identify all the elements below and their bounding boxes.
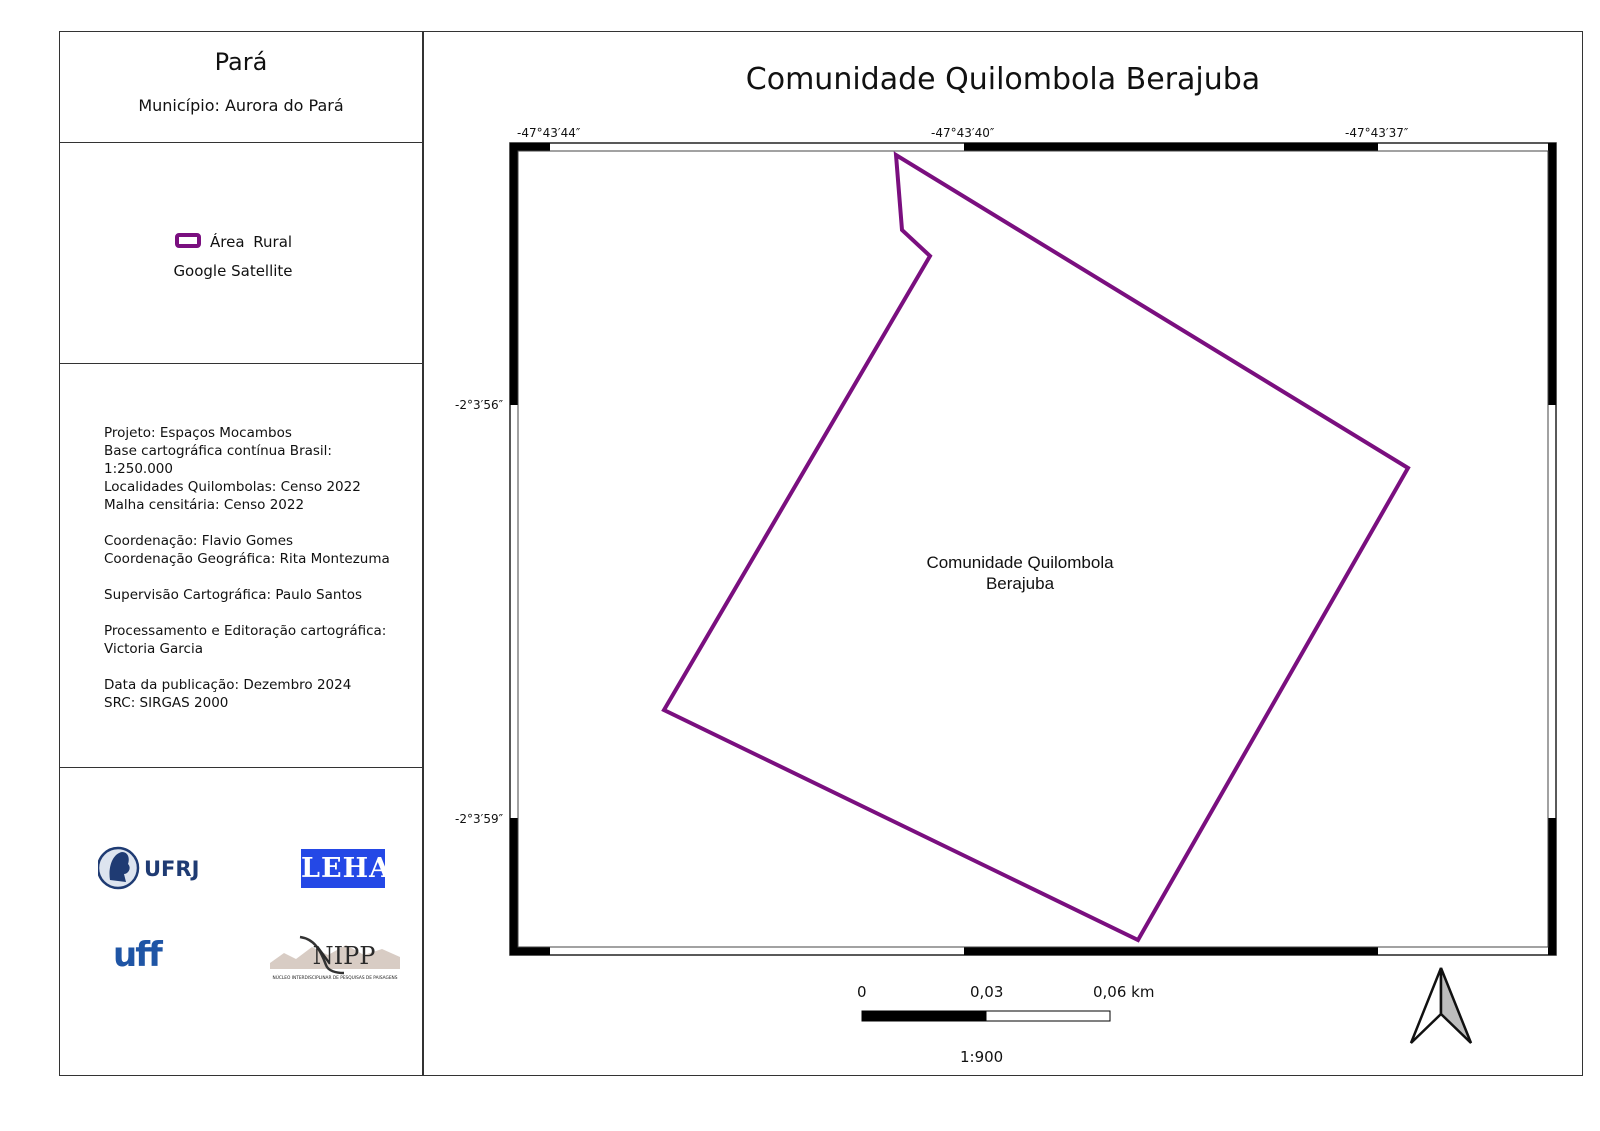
map-neatline bbox=[510, 143, 1556, 955]
credit-line: Coordenação: Flavio Gomes bbox=[104, 533, 294, 549]
frame-bar-top-2 bbox=[964, 143, 1378, 151]
credit-line: Projeto: Espaços Mocambos bbox=[104, 425, 292, 441]
feature-label-line: Berajuba bbox=[985, 574, 1055, 593]
credit-line: Coordenação Geográfica: Rita Montezuma bbox=[104, 551, 390, 567]
credit-line: Supervisão Cartográfica: Paulo Santos bbox=[104, 587, 363, 603]
state-name: Pará bbox=[214, 48, 268, 76]
lat-tick-label: -2°3′56″ bbox=[455, 398, 504, 412]
scale-label-end: 0,06 km bbox=[1093, 983, 1155, 1001]
feature-label bbox=[910, 552, 1130, 594]
scale-label-zero: 0 bbox=[857, 983, 867, 1001]
legend-label-area-rural: Área Rural bbox=[210, 233, 293, 251]
ufrj-logo-text: UFRJ bbox=[144, 857, 200, 881]
nipp-logo-subtitle: NÚCLEO INTERDISCIPLINAR DE PESQUISAS DE PAISAGENS bbox=[272, 976, 398, 981]
lon-tick-label: -47°43′37″ bbox=[1345, 126, 1409, 140]
lat-tick-label: -2°3′59″ bbox=[455, 812, 504, 826]
frame-bar-left-2 bbox=[510, 818, 518, 955]
credit-line: Data da publicação: Dezembro 2024 bbox=[104, 677, 352, 693]
frame-bar-left-1 bbox=[510, 143, 518, 405]
scale-ratio: 1:900 bbox=[960, 1048, 1004, 1066]
credit-line: Malha censitária: Censo 2022 bbox=[104, 497, 305, 513]
municipality-name: Município: Aurora do Pará bbox=[138, 96, 344, 115]
nipp-logo-text: NIPP bbox=[312, 942, 376, 970]
frame-bar-right-2 bbox=[1548, 818, 1556, 955]
scale-label-mid: 0,03 bbox=[970, 983, 1004, 1001]
credit-line: Processamento e Editoração cartográfica: bbox=[104, 623, 387, 639]
uff-logo: uff bbox=[113, 935, 161, 975]
scale-bar-segment-1 bbox=[862, 1011, 986, 1021]
credit-line: SRC: SIRGAS 2000 bbox=[104, 695, 229, 711]
lon-tick-label: -47°43′40″ bbox=[931, 126, 995, 140]
map-title: Comunidade Quilombola Berajuba bbox=[745, 62, 1261, 97]
lon-tick-label: -47°43′44″ bbox=[517, 126, 581, 140]
scale-bar-segment-2 bbox=[986, 1011, 1110, 1021]
credit-line: Base cartográfica contínua Brasil: bbox=[104, 443, 332, 459]
north-arrow-icon bbox=[1411, 968, 1471, 1043]
feature-label-line: Comunidade Quilombola bbox=[926, 553, 1114, 572]
leha-logo: LEHA bbox=[301, 849, 385, 888]
credit-line: Localidades Quilombolas: Censo 2022 bbox=[104, 479, 361, 495]
frame-bar-right-1 bbox=[1548, 143, 1556, 405]
legend-basemap: Google Satellite bbox=[173, 262, 293, 280]
frame-bar-bottom-2 bbox=[964, 947, 1378, 955]
credit-line: Victoria Garcia bbox=[104, 641, 203, 657]
credit-line: 1:250.000 bbox=[104, 461, 173, 477]
